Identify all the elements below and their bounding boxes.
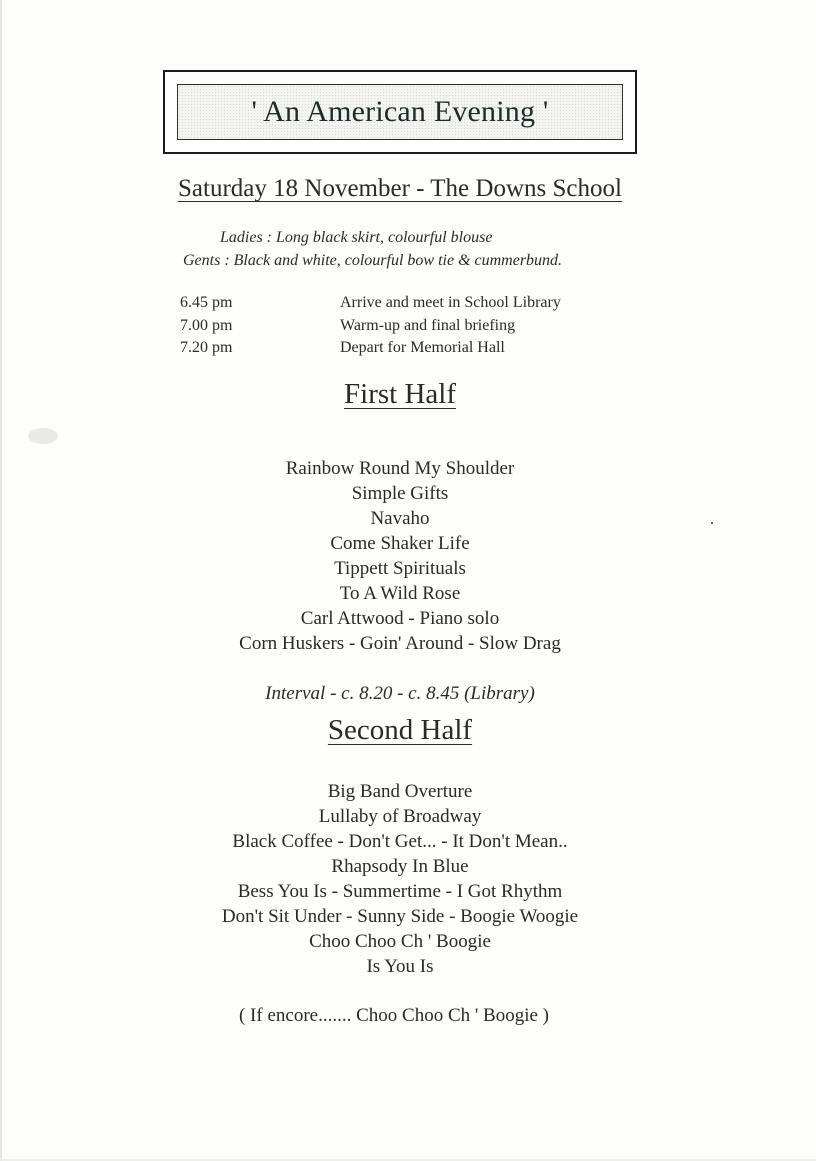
- dress-code-gents: Gents : Black and white, colourful bow tie & cummerbund.: [183, 252, 563, 269]
- programme-item: Is You Is: [366, 956, 434, 977]
- programme-item: Corn Huskers - Goin' Around - Slow Drag: [239, 633, 561, 654]
- programme-item: Rainbow Round My Shoulder: [285, 458, 515, 479]
- programme-item: Lullaby of Broadway: [318, 806, 482, 827]
- programme-item: Carl Attwood - Piano solo: [300, 608, 500, 629]
- programme-item: Tippett Spirituals: [334, 558, 466, 579]
- event-date-venue: Saturday 18 November - The Downs School: [178, 175, 622, 202]
- first-half-heading: First Half: [344, 378, 456, 410]
- schedule-event: Depart for Memorial Hall: [340, 339, 505, 356]
- programme-item: Simple Gifts: [351, 483, 449, 504]
- schedule-event: Warm-up and final briefing: [340, 317, 516, 334]
- interval-note: Interval - c. 8.20 - c. 8.45 (Library): [265, 683, 535, 704]
- programme-item: Come Shaker Life: [330, 533, 470, 554]
- schedule-time: 7.00 pm: [180, 317, 233, 334]
- programme-item: Black Coffee - Don't Get... - It Don't Mean..: [232, 831, 568, 852]
- first-half-programme: [0, 456, 800, 656]
- programme-item: Rhapsody In Blue: [331, 856, 469, 877]
- programme-item: Don't Sit Under - Sunny Side - Boogie Woogie: [221, 906, 579, 927]
- schedule-event: Arrive and meet in School Library: [340, 294, 561, 311]
- schedule-time: 6.45 pm: [180, 294, 233, 311]
- programme-item: To A Wild Rose: [339, 583, 461, 604]
- programme-item: Big Band Overture: [327, 781, 473, 802]
- title-box: [163, 70, 637, 154]
- programme-item: Bess You Is - Summertime - I Got Rhythm: [237, 881, 563, 902]
- event-title: ' An American Evening ': [251, 95, 549, 128]
- second-half-programme: [0, 779, 800, 979]
- dress-code-ladies: Ladies : Long black skirt, colourful blouse: [220, 229, 493, 246]
- title-box-inner: [177, 84, 623, 140]
- schedule-time: 7.20 pm: [180, 339, 233, 356]
- encore-note: ( If encore....... Choo Choo Ch ' Boogie ): [238, 1005, 549, 1026]
- programme-item: Navaho: [370, 508, 430, 529]
- second-half-heading: Second Half: [327, 714, 473, 746]
- paper-smudge: [28, 428, 58, 444]
- programme-item: Choo Choo Ch ' Boogie: [309, 931, 491, 952]
